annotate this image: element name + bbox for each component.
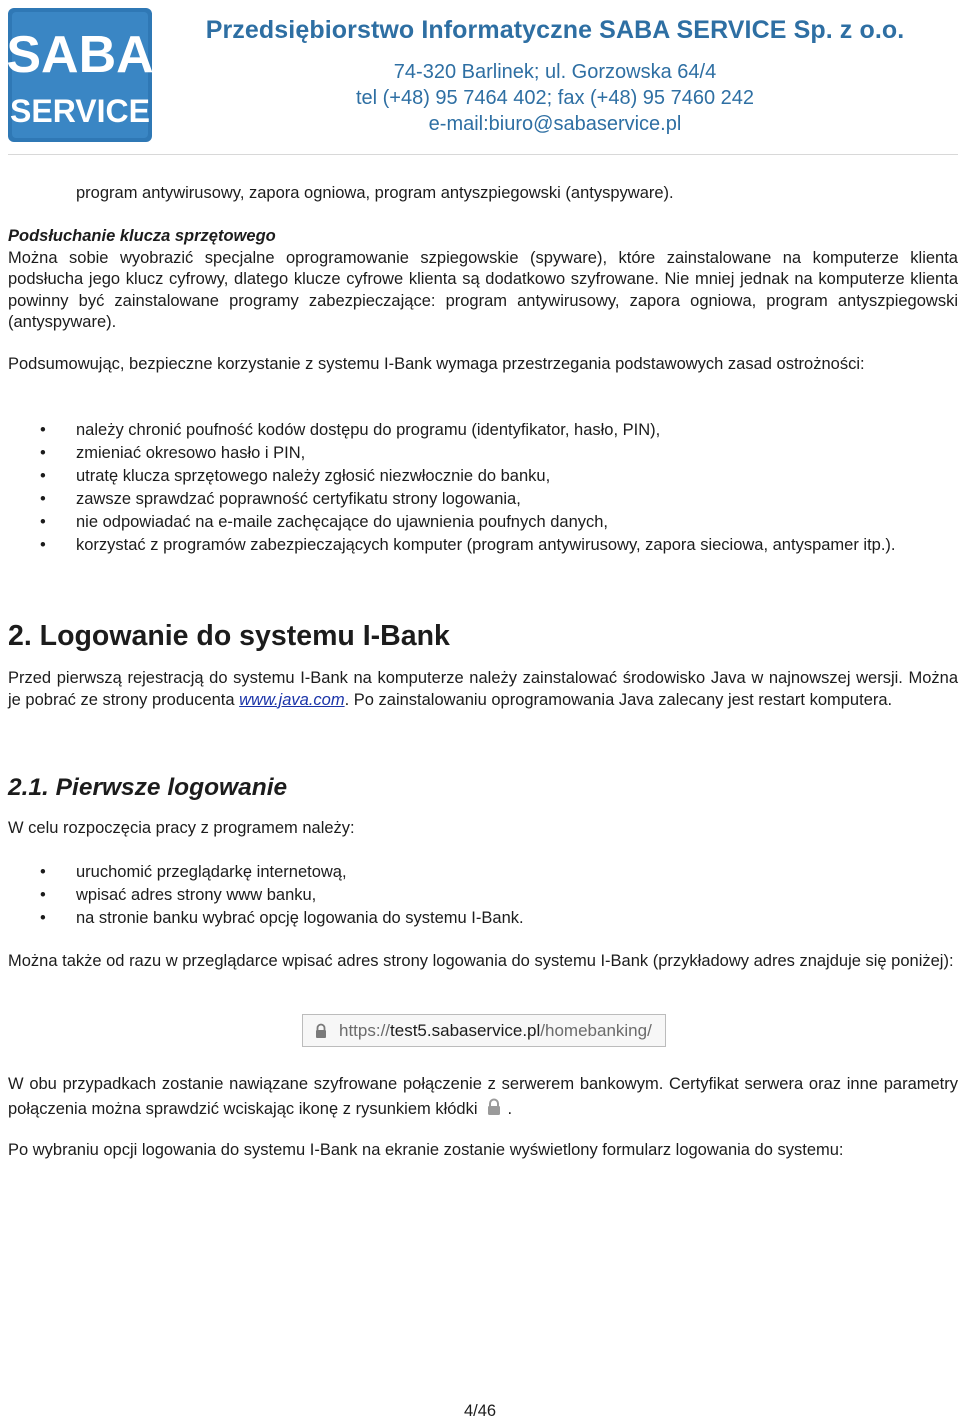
- bullet-icon: •: [40, 886, 46, 904]
- address-bar-url: [339, 1021, 652, 1041]
- bullet-icon: •: [40, 536, 46, 554]
- bullet-icon: •: [40, 490, 46, 508]
- list-item: [40, 489, 958, 511]
- logo-text-top: SABA: [8, 26, 152, 84]
- list-item: [40, 466, 958, 488]
- list-item: [40, 885, 958, 907]
- list-item-text: utratę klucza sprzętowego należy zgłosić niezwłocznie do banku,: [76, 467, 551, 485]
- company-phone: tel (+48) 95 7464 402; fax (+48) 95 7460 242: [355, 87, 755, 109]
- paragraph-direct-address: Można także od razu w przeglądarce wpisać adres strony logowania do systemu I-Bank (przykładowy adres znajduje się poniżej):: [8, 952, 954, 970]
- company-logo: [8, 8, 152, 142]
- bullet-icon: •: [40, 863, 46, 881]
- list-item: [40, 512, 958, 534]
- bullet-icon: •: [40, 909, 46, 927]
- java-link[interactable]: www.java.com: [239, 690, 345, 709]
- list-item: [40, 420, 958, 442]
- list-item-text: zawsze sprawdzać poprawność certyfikatu strony logowania,: [76, 490, 521, 508]
- page-number: 4/46: [463, 1402, 497, 1420]
- list-item-text: wpisać adres strony www banku,: [76, 886, 317, 904]
- first-login-steps-list: [40, 862, 958, 931]
- bullet-icon: •: [40, 467, 46, 485]
- paragraph-first-login-intro: W celu rozpoczęcia pracy z programem należy:: [8, 819, 355, 837]
- logo-text-bottom: SERVICE: [10, 93, 150, 129]
- list-item: [40, 535, 958, 557]
- paragraph-login-form: Po wybraniu opcji logowania do systemu I-Bank na ekranie zostanie wyświetlony formularz logowania do systemu:: [8, 1141, 844, 1159]
- address-bar-screenshot: [302, 1014, 666, 1047]
- subheading-key-sniffing: Podsłuchanie klucza sprzętowego: [8, 227, 276, 245]
- list-item: [40, 862, 958, 884]
- key-sniffing-section: [8, 226, 958, 334]
- encrypted-text-after: .: [507, 1100, 513, 1118]
- continued-list-item: program antywirusowy, zapora ogniowa, program antyszpiegowski (antyspyware).: [76, 184, 674, 202]
- url-scheme: https://: [339, 1021, 391, 1040]
- safety-rules-list: [40, 420, 958, 558]
- section-title-login: 2. Logowanie do systemu I-Bank: [8, 620, 450, 652]
- list-item-text: nie odpowiadać na e-maile zachęcające do ujawnienia poufnych danych,: [76, 513, 609, 531]
- header-divider: [8, 154, 958, 155]
- paragraph-java: [8, 668, 958, 711]
- list-item-text: zmieniać okresowo hasło i PIN,: [76, 444, 306, 462]
- list-item-text: na stronie banku wybrać opcję logowania do systemu I-Bank.: [76, 909, 524, 927]
- list-item-text: należy chronić poufność kodów dostępu do programu (identyfikator, hasło, PIN),: [76, 421, 661, 439]
- encrypted-text-before: W obu przypadkach zostanie nawiązane szyfrowane połączenie z serwerem bankowym. Certyfikat serwera oraz inne parametry połączenia można sprawdzić wciskając ikonę z rysunkiem kłódki: [8, 1075, 958, 1118]
- paragraph-encrypted-connection: [8, 1072, 958, 1122]
- java-text-after: . Po zainstalowaniu oprogramowania Java zalecany jest restart komputera.: [344, 690, 893, 709]
- url-host: test5.sabaservice.pl: [390, 1021, 541, 1040]
- company-address: 74-320 Barlinek; ul. Gorzowska 64/4: [393, 61, 717, 83]
- company-info: [180, 16, 930, 137]
- list-item: [40, 908, 958, 930]
- padlock-icon: [484, 1097, 504, 1117]
- paragraph-key-sniffing: Można sobie wyobrazić specjalne oprogramowanie szpiegowskie (spyware), które zainstalowane na komputerze klienta podsłucha jego klucz cyfrowy, dlatego klucze cyfrowe klienta są dodatkowo szyfrowane. Nie mniej jednak na komputerze klienta powinny być zainstalowane programy zabezpieczające: program antywirusowy, zapora ogniowa, program antyszpiegowski (antyspyware).: [8, 248, 958, 331]
- company-email: e-mail:biuro@sabaservice.pl: [428, 113, 682, 135]
- list-item: [40, 443, 958, 465]
- bullet-icon: •: [40, 513, 46, 531]
- padlock-icon: [313, 1023, 329, 1039]
- section-title-first-login: 2.1. Pierwsze logowanie: [8, 774, 288, 801]
- company-name: Przedsiębiorstwo Informatyczne SABA SERVICE Sp. z o.o.: [205, 16, 905, 44]
- paragraph-summary-intro: Podsumowując, bezpieczne korzystanie z systemu I-Bank wymaga przestrzegania podstawowych zasad ostrożności:: [8, 355, 865, 373]
- java-text-before: Przed pierwszą rejestracją do systemu I-Bank na komputerze należy zainstalować środowisko Java w najnowszej wersji. Można je pobrać ze strony producenta: [8, 669, 958, 709]
- bullet-icon: •: [40, 421, 46, 439]
- list-item-text: uruchomić przeglądarkę internetową,: [76, 863, 347, 881]
- bullet-icon: •: [40, 444, 46, 462]
- list-item-text: korzystać z programów zabezpieczających komputer (program antywirusowy, zapora sieciowa, antyspamer itp.).: [76, 536, 896, 554]
- url-path: /homebanking/: [540, 1021, 652, 1040]
